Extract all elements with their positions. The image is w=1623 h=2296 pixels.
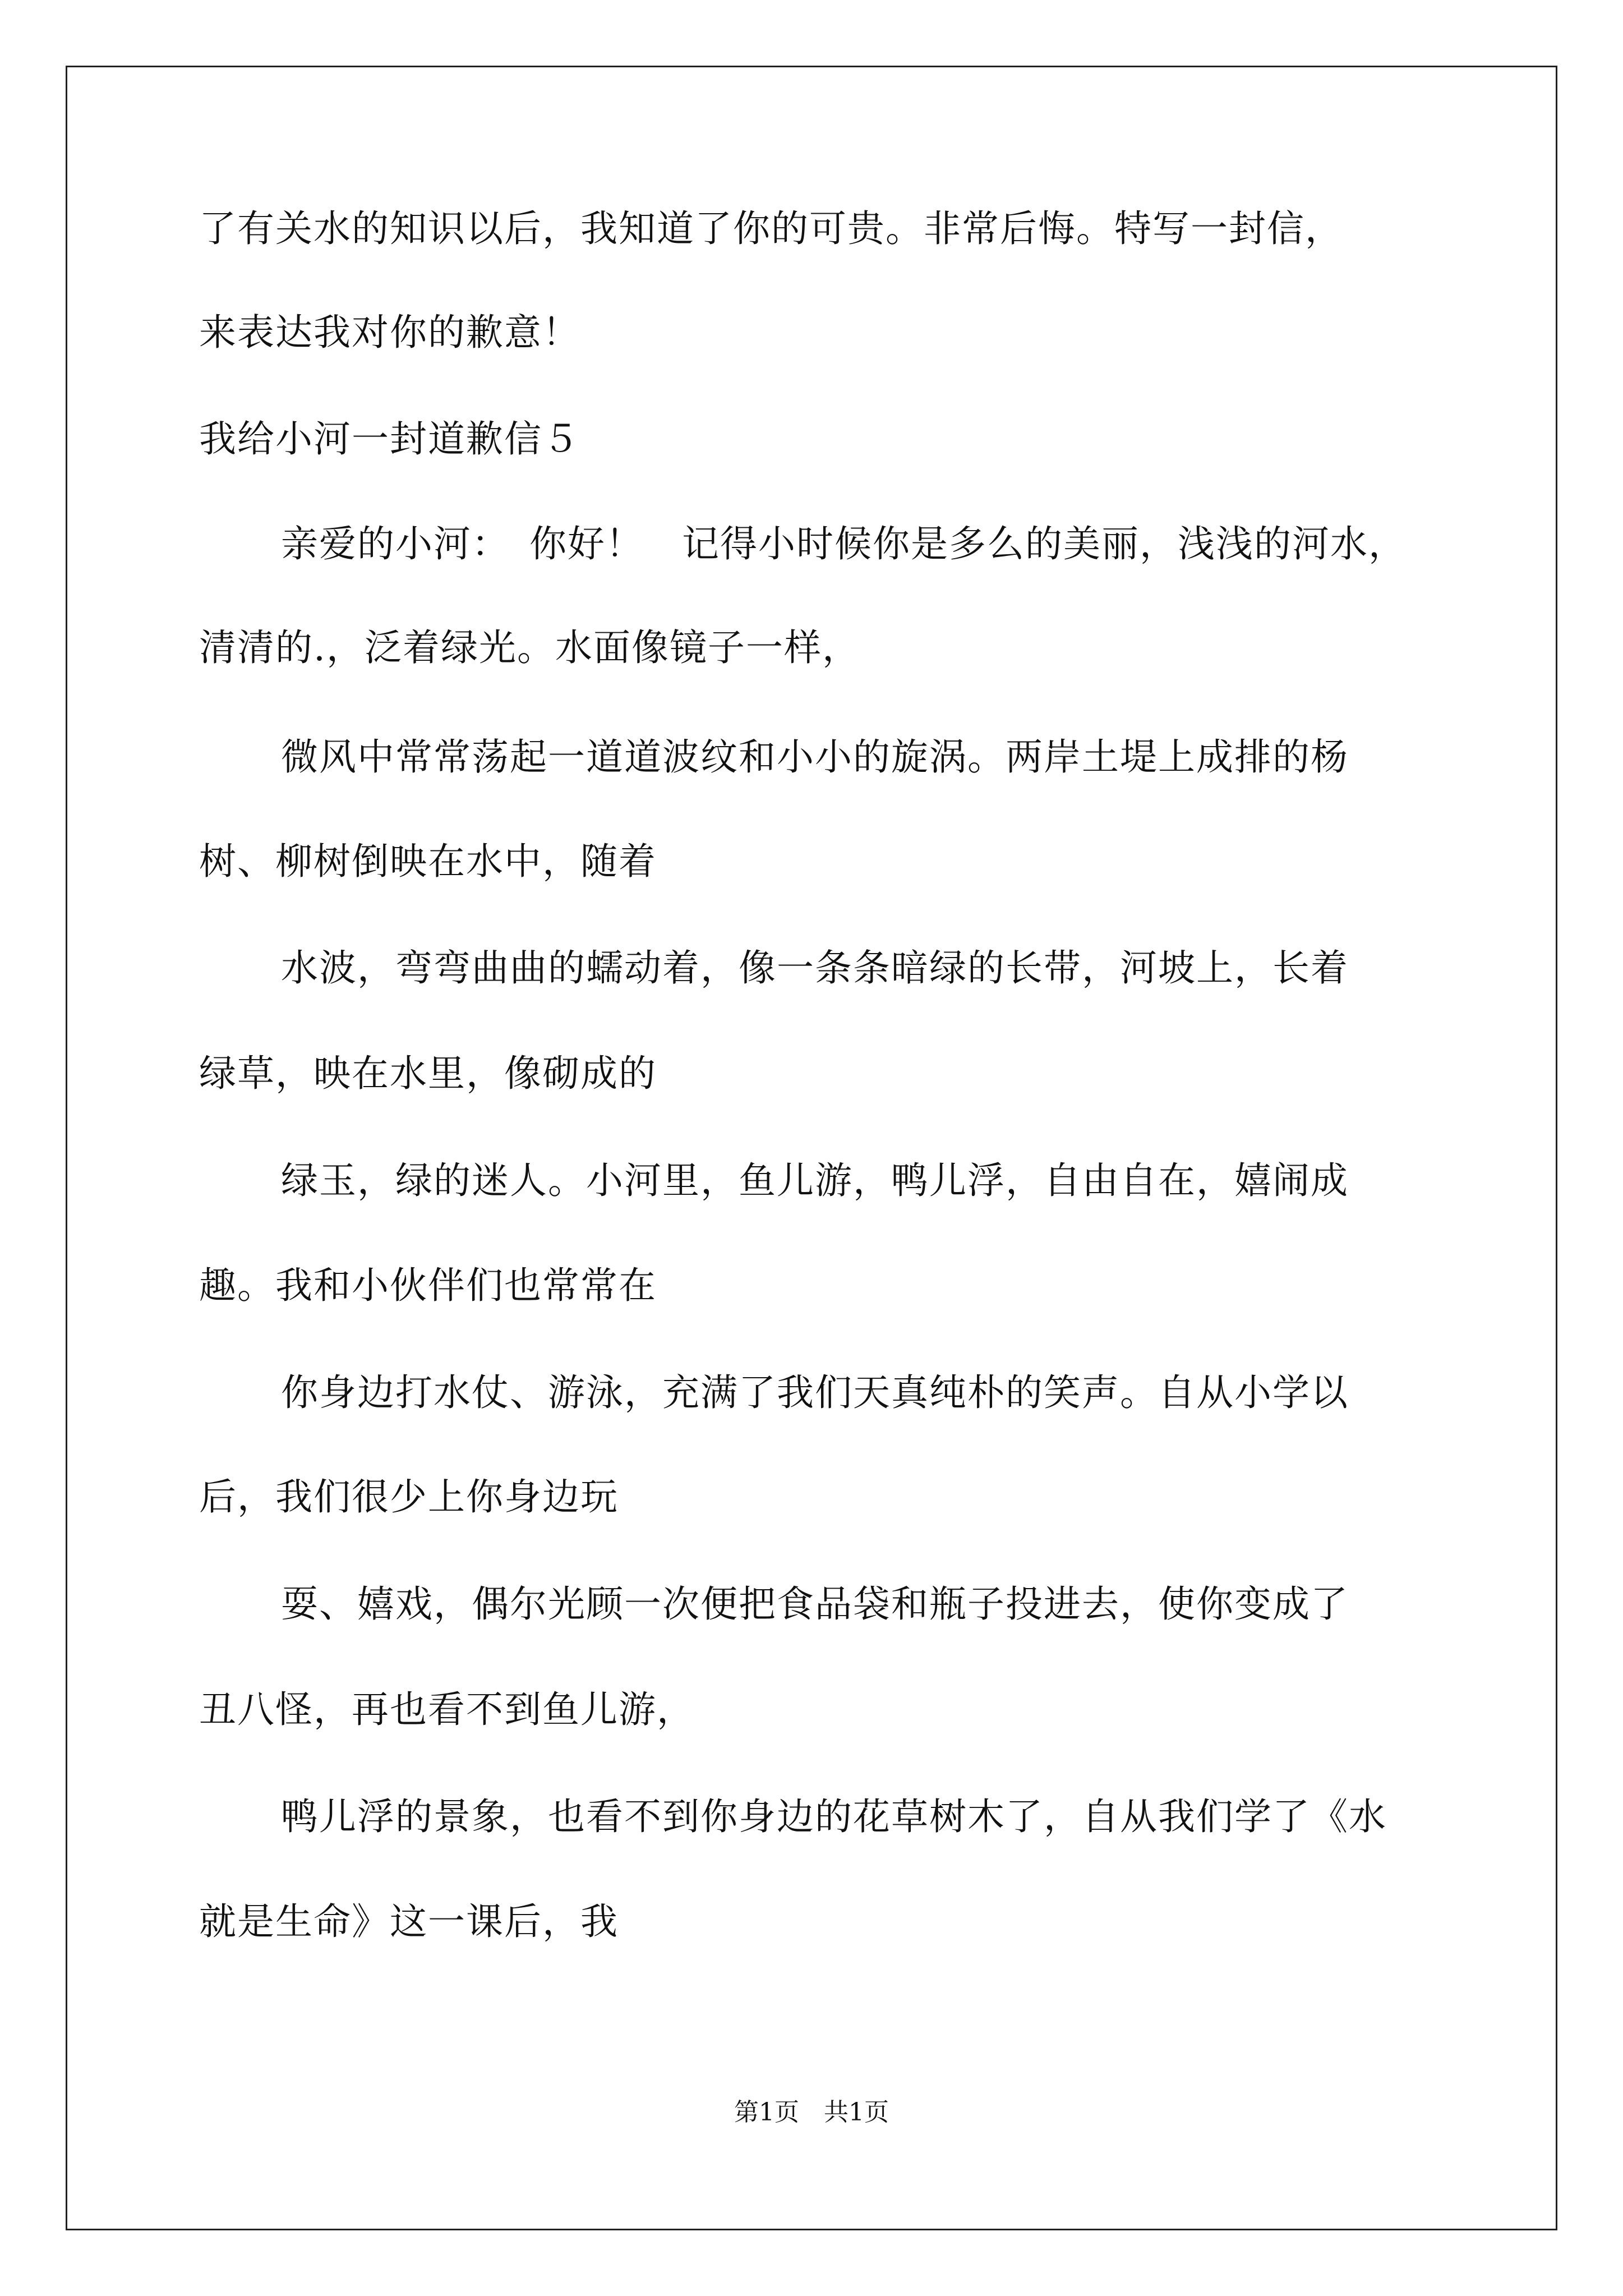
- section-title: 我给小河一封道歉信５: [199, 417, 580, 461]
- text-line: 绿草，映在水里，像砌成的: [199, 1052, 657, 1095]
- text-line: 你身边打水仗、游泳，充满了我们天真纯朴的笑声。自从小学以: [281, 1371, 1349, 1414]
- text-line: 清清的.，泛着绿光。水面像镜子一样，: [199, 626, 860, 669]
- text-line: 绿玉，绿的迷人。小河里，鱼儿游，鸭儿浮，自由自在，嬉闹成: [281, 1159, 1349, 1202]
- text-line: 丑八怪，再也看不到鱼儿游，: [199, 1688, 695, 1731]
- text-line: 来表达我对你的歉意！: [199, 311, 580, 354]
- text-line: 鸭儿浮的景象，也看不到你身边的花草树木了，自从我们学了《水: [281, 1795, 1387, 1838]
- text-line: 亲爱的小河： 你好！ 记得小时候你是多么的美丽，浅浅的河水，: [281, 522, 1407, 565]
- text-line: 就是生命》这一课后，我: [199, 1900, 619, 1943]
- text-line: 水波，弯弯曲曲的蠕动着，像一条条暗绿的长带，河坡上，长着: [281, 946, 1349, 990]
- text-line: 耍、嬉戏，偶尔光顾一次便把食品袋和瓶子投进去，使你变成了: [281, 1582, 1349, 1626]
- text-line: 趣。我和小伙伴们也常常在: [199, 1264, 657, 1307]
- text-line: 了有关水的知识以后，我知道了你的可贵。非常后悔。特写一封信，: [199, 207, 1343, 250]
- text-line: 树、柳树倒映在水中，随着: [199, 840, 657, 883]
- text-line: 后，我们很少上你身边玩: [199, 1475, 619, 1519]
- page-footer: 第1页 共1页: [734, 2098, 889, 2127]
- text-line: 微风中常常荡起一道道波纹和小小的旋涡。两岸土堤上成排的杨: [281, 735, 1349, 779]
